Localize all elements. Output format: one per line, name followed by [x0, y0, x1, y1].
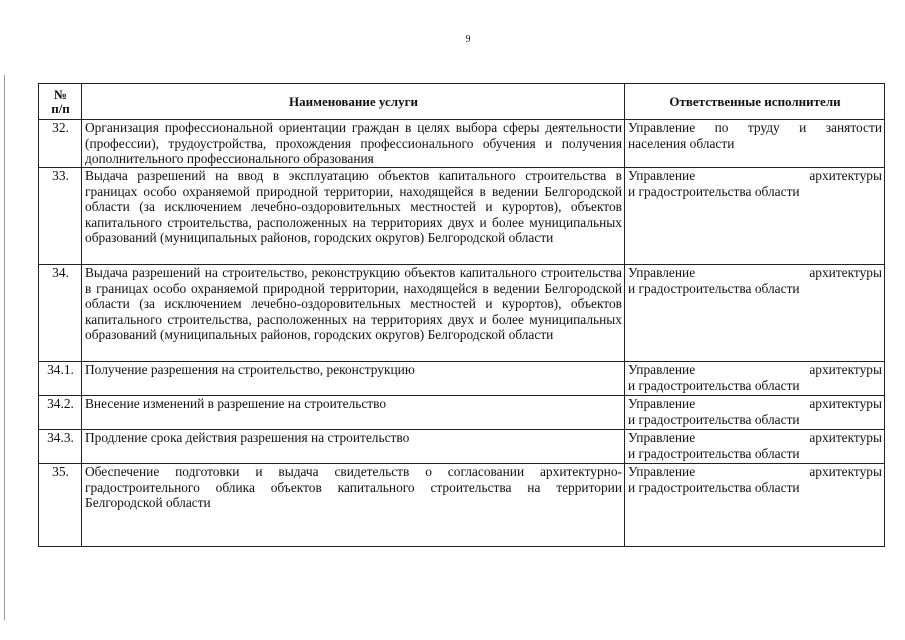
row-number: 32.	[39, 120, 82, 168]
row-number: 33.	[39, 168, 82, 265]
responsible-word: Управление	[628, 265, 696, 280]
service-name: Выдача разрешений на строительство, реконструкцию объектов капитального строительства в границах особо охраняемой природной территории, находящейся в ведении Белгородской области (за исключением лечебно-оздоровительных местностей и курортов), объектов капитального строительства, расположенных на территориях двух и более муниципальных образований (муниципальных районов, городских округов) Белгородской области	[82, 265, 625, 362]
left-margin-rule	[4, 75, 5, 620]
table-header-row	[39, 84, 885, 120]
table-row	[39, 362, 885, 396]
table-row	[39, 120, 885, 168]
row-number: 34.3.	[39, 430, 82, 464]
service-name: Получение разрешения на строительство, реконструкцию	[82, 362, 625, 396]
responsible-word: архитектуры	[809, 430, 882, 445]
responsible-word: Управление	[628, 430, 696, 445]
responsible-line: и градостроительства области	[628, 377, 800, 393]
service-name: Продление срока действия разрешения на строительство	[82, 430, 625, 464]
responsible-word: Управление	[628, 396, 696, 411]
responsible-line	[628, 168, 882, 184]
responsible-executor	[625, 168, 885, 265]
row-number: 34.	[39, 265, 82, 362]
table-row	[39, 430, 885, 464]
header-num-symbol: №	[53, 86, 68, 102]
responsible-line: и градостроительства области	[628, 445, 800, 461]
responsible-line: населения области	[628, 135, 735, 151]
responsible-word: архитектуры	[809, 464, 882, 479]
service-name: Организация профессиональной ориентации граждан в целях выбора сферы деятельности (профессии), трудоустройства, прохождения профессионального обучения и получения дополнительного профессионального образования	[82, 120, 625, 168]
responsible-line	[628, 464, 882, 480]
responsible-line	[628, 362, 882, 378]
responsible-word: архитектуры	[809, 362, 882, 377]
responsible-line: и градостроительства области	[628, 183, 800, 199]
responsible-line	[628, 430, 882, 446]
table-row	[39, 396, 885, 430]
responsible-executor	[625, 362, 885, 396]
service-name: Обеспечение подготовки и выдача свидетельств о согласовании архитектурно-градостроительного облика объектов капитального строительства на территории Белгородской области	[82, 464, 625, 547]
services-table	[38, 83, 885, 547]
row-number: 34.2.	[39, 396, 82, 430]
header-service-name: Наименование услуги	[82, 84, 625, 120]
responsible-executor	[625, 396, 885, 430]
header-num-abbrev: п/п	[51, 100, 70, 116]
table-row	[39, 265, 885, 362]
table-row	[39, 168, 885, 265]
responsible-line: Управление по труду и занятости	[628, 120, 882, 135]
header-num	[39, 84, 82, 120]
service-name: Выдача разрешений на ввод в эксплуатацию объектов капитального строительства в границах особо охраняемой природной территории, находящейся в ведении Белгородской области (за исключением лечебно-оздоровительных местностей и курортов), объектов капитального строительства, расположенных на территориях двух и более муниципальных образований (муниципальных районов, городских округов) Белгородской области	[82, 168, 625, 265]
responsible-word: архитектуры	[809, 168, 882, 183]
responsible-line: и градостроительства области	[628, 479, 800, 495]
service-name: Внесение изменений в разрешение на строительство	[82, 396, 625, 430]
row-number: 34.1.	[39, 362, 82, 396]
responsible-word: Управление	[628, 464, 696, 479]
responsible-line: и градостроительства области	[628, 411, 800, 427]
responsible-executor	[625, 265, 885, 362]
header-responsible: Ответственные исполнители	[625, 84, 885, 120]
row-number: 35.	[39, 464, 82, 547]
page-number: 9	[465, 34, 471, 45]
responsible-line	[628, 396, 882, 412]
responsible-line	[628, 265, 882, 281]
responsible-word: архитектуры	[809, 265, 882, 280]
responsible-word: Управление	[628, 362, 696, 377]
responsible-word: архитектуры	[809, 396, 882, 411]
responsible-line: и градостроительства области	[628, 280, 800, 296]
responsible-executor	[625, 464, 885, 547]
responsible-executor	[625, 430, 885, 464]
table-row	[39, 464, 885, 547]
responsible-executor	[625, 120, 885, 168]
responsible-word: Управление	[628, 168, 696, 183]
